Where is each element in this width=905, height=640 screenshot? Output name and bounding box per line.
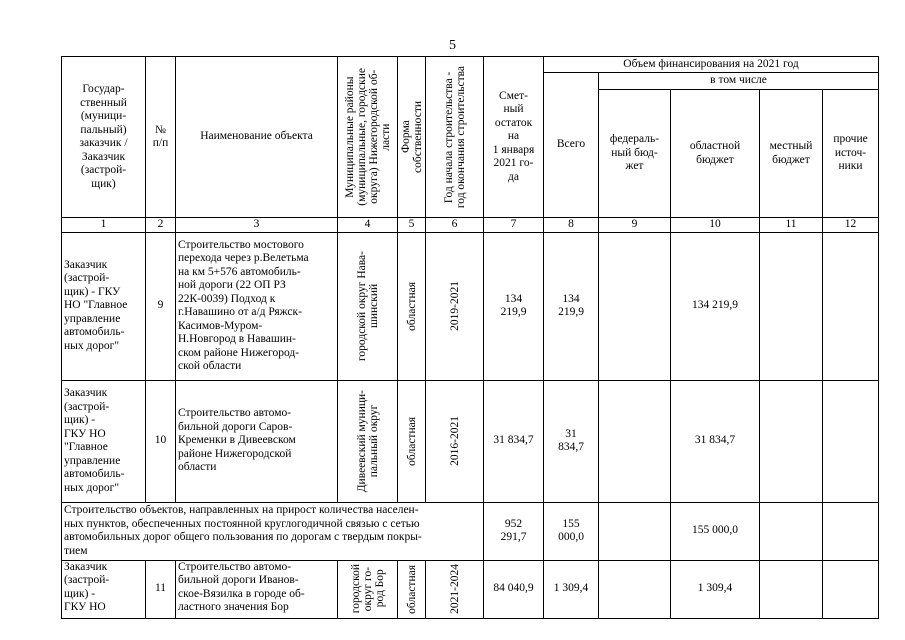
column-number: 1 — [62, 218, 146, 233]
section-total: 155 000,0 — [544, 502, 599, 560]
header-funding: Объем финансирования на 2021 год — [544, 57, 879, 73]
row-district: городской округ Нава- шинский — [355, 251, 380, 361]
row-ownership: областная — [405, 281, 418, 331]
row-customer: Заказчик (застрой- щик) - ГКУ НО — [62, 560, 146, 618]
table-row — [62, 560, 879, 618]
section-other — [823, 502, 879, 560]
financing-table — [61, 56, 879, 619]
row-other — [823, 380, 879, 502]
page-number: 5 — [449, 38, 456, 53]
column-number: 9 — [599, 218, 671, 233]
row-regional: 134 219,9 — [671, 232, 760, 380]
row-federal — [599, 380, 671, 502]
row-regional: 31 834,7 — [671, 380, 760, 502]
column-number: 12 — [823, 218, 879, 233]
row-local — [760, 232, 823, 380]
row-other — [823, 232, 879, 380]
section-federal — [599, 502, 671, 560]
header-total: Всего — [544, 73, 599, 218]
row-federal — [599, 232, 671, 380]
header-customer: Государ- ственный (муници- пальный) заказчик / Заказчик (застрой- щик) — [62, 57, 146, 218]
column-number: 2 — [146, 218, 176, 233]
column-number: 5 — [398, 218, 426, 233]
row-years: 2021-2024 — [448, 564, 461, 614]
header-years: Год начала строительства - год окончания строительства — [442, 65, 467, 209]
header-regional: областной бюджет — [671, 90, 760, 218]
row-federal — [599, 560, 671, 618]
row-regional: 1 309,4 — [671, 560, 760, 618]
row-object-name: Строительство автомо- бильной дороги Иванов- ское-Вязилка в городе об- ластного значения Бор — [176, 560, 338, 618]
row-local — [760, 380, 823, 502]
column-number: 11 — [760, 218, 823, 233]
row-num: 9 — [146, 232, 176, 380]
row-remainder: 31 834,7 — [484, 380, 544, 502]
row-total: 1 309,4 — [544, 560, 599, 618]
column-number: 7 — [484, 218, 544, 233]
header-remainder: Смет- ный остаток на 1 января 2021 го- да — [484, 57, 544, 218]
row-total: 134 219,9 — [544, 232, 599, 380]
row-years: 2019-2021 — [448, 281, 461, 331]
row-district: Дивеевский муници- пальный округ — [355, 389, 380, 493]
row-remainder: 134 219,9 — [484, 232, 544, 380]
row-years: 2016-2021 — [448, 416, 461, 466]
row-ownership: областная — [405, 416, 418, 466]
section-title: Строительство объектов, направленных на прирост количества населен- ных пунктов, обеспеченных постоянной круглогодичной связью с сетью автомобильных дорог общего пользования по дорогам с твердым покры- тием — [62, 502, 484, 560]
section-remainder: 952 291,7 — [484, 502, 544, 560]
column-number: 3 — [176, 218, 338, 233]
header-num: № п/п — [146, 57, 176, 218]
section-regional: 155 000,0 — [671, 502, 760, 560]
row-customer: Заказчик (застрой- щик) - ГКУ НО "Главное управление автомобиль- ных дорог" — [62, 232, 146, 380]
column-number: 8 — [544, 218, 599, 233]
row-customer: Заказчик (застрой- щик) - ГКУ НО "Главное управление автомобиль- ных дорог" — [62, 380, 146, 502]
row-ownership: областная — [405, 564, 418, 614]
row-remainder: 84 040,9 — [484, 560, 544, 618]
row-other — [823, 560, 879, 618]
column-number: 6 — [426, 218, 484, 233]
header-object-name: Наименование объекта — [176, 57, 338, 218]
row-object-name: Строительство автомо- бильной дороги Саров- Кременки в Дивеевском районе Нижегородской области — [176, 380, 338, 502]
header-districts: Муниципальные районы (муниципальные, городские округа) Нижегородской об- ласти — [343, 68, 392, 206]
row-local — [760, 560, 823, 618]
section-row — [62, 502, 879, 560]
row-num: 11 — [146, 560, 176, 618]
column-number: 10 — [671, 218, 760, 233]
column-number: 4 — [338, 218, 398, 233]
header-including: в том числе — [599, 73, 879, 90]
row-num: 10 — [146, 380, 176, 502]
row-district: городской округ го- род Бор — [349, 564, 386, 614]
header-other: прочие источ- ники — [823, 90, 879, 218]
table-row — [62, 232, 879, 380]
row-object-name: Строительство мостового перехода через р.Велетьма на км 5+576 автомобиль- ной дороги (22 ОП РЗ 22К-0039) Подход к г.Навашино от а/д Ряжск- Касимов-Муром- Н.Новгород в Навашин- ском районе Нижегород- ской области — [176, 232, 338, 380]
header-local: местный бюджет — [760, 90, 823, 218]
header-ownership: Форма собственности — [399, 101, 424, 173]
section-local — [760, 502, 823, 560]
row-total: 31 834,7 — [544, 380, 599, 502]
table-row — [62, 380, 879, 502]
header-federal: федераль- ный бюд- жет — [599, 90, 671, 218]
